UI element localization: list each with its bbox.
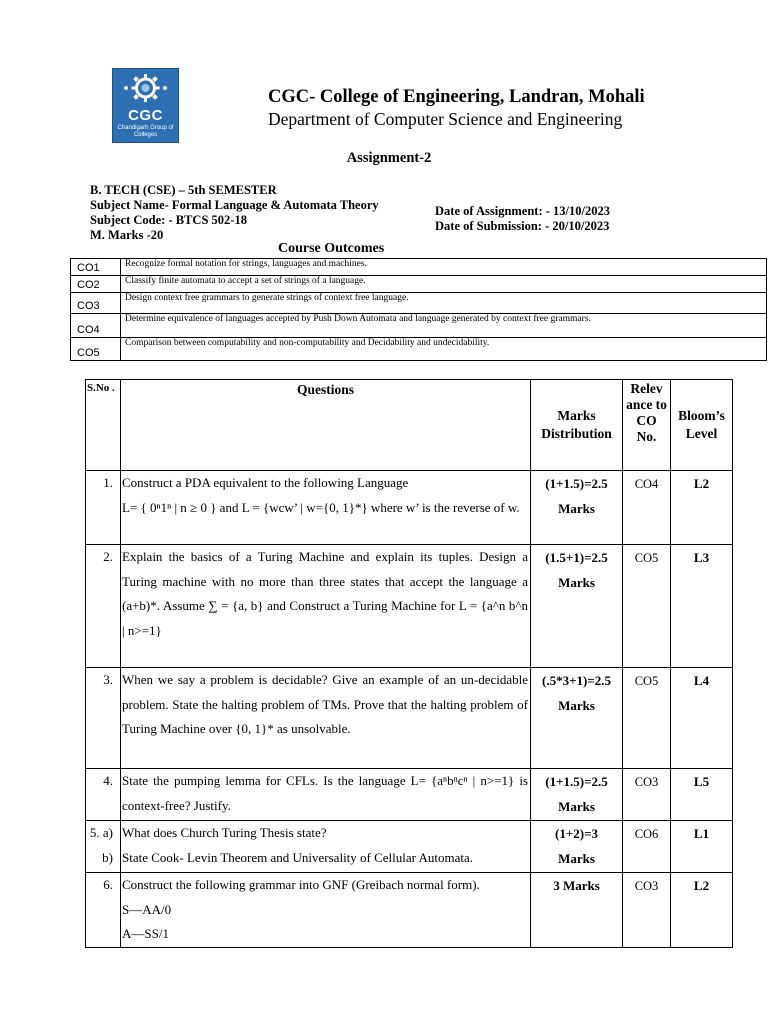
co-code: CO1 [71, 259, 121, 276]
college-logo [112, 68, 179, 143]
table-row [86, 668, 733, 769]
header-bloom: Bloom’s Level [671, 380, 733, 471]
question-text: When we say a problem is decidable? Give an example of an un-decidable problem. State the halting problem of TMs. Prove that the halting problem of Turing Machine over {0, 1}* as unsolvable. [121, 668, 531, 769]
question-text [121, 873, 531, 948]
grammar-rule: S—AA/0 [122, 901, 172, 917]
co-code: CO2 [71, 276, 121, 293]
question-line: State Cook- Levin Theorem and Universality of Cellular Automata. [122, 849, 474, 865]
marks-unit: Marks [558, 850, 595, 866]
question-number: 2. [86, 545, 121, 668]
marks-value: (1+1.5)=2.5 [545, 476, 608, 491]
marks-value: (1+2)=3 [555, 826, 598, 841]
co-row [71, 314, 767, 338]
question-text: Explain the basics of a Turing Machine and explain its tuples. Design a Turing machine with no more than three states that accept the language a (a+b)*. Assume ∑ = {a, b} and Construct a Turing Machine for L = {a^n b^n | n>=1} [121, 545, 531, 668]
question-text: State the pumping lemma for CFLs. Is the language L= {aⁿbⁿcⁿ | n>=1} is context-free? Justify. [121, 769, 531, 821]
marks-value: (1+1.5)=2.5 [545, 774, 608, 789]
co-code: CO3 [71, 293, 121, 314]
department-name: Department of Computer Science and Engineering [268, 109, 623, 129]
program-line: B. TECH (CSE) – 5th SEMESTER [90, 183, 277, 197]
co-row [71, 338, 767, 361]
co-description: Recognize formal notation for strings, languages and machines. [121, 259, 767, 276]
co-relevance: CO5 [623, 668, 671, 769]
question-line: Construct the following grammar into GNF (Greibach normal form). [122, 877, 480, 892]
header-relevance: Relev ance to CO No. [623, 380, 671, 471]
question-line: Construct a PDA equivalent to the following Language [122, 475, 409, 490]
gear-emblem-icon [113, 69, 178, 109]
grammar-rule: A—SS/1 [122, 926, 169, 941]
co-description: Determine equivalence of languages accepted by Push Down Automata and language generated by context free grammars. [121, 314, 767, 338]
table-row [86, 471, 733, 545]
bloom-level: L4 [671, 668, 733, 769]
co-relevance: CO6 [623, 821, 671, 873]
marks-value: (1.5+1)=2.5 [545, 550, 608, 565]
marks-distribution [531, 471, 623, 545]
marks-unit: Marks [558, 574, 595, 590]
question-line: What does Church Turing Thesis state? [122, 825, 327, 840]
table-header-row [86, 380, 733, 471]
subject-name: Subject Name- Formal Language & Automata Theory [90, 198, 379, 212]
marks-value: 3 Marks [553, 878, 600, 893]
co-description: Design context free grammars to generate strings of context free language. [121, 293, 767, 314]
question-number-b: b) [102, 849, 113, 865]
date-of-submission: Date of Submission: - 20/10/2023 [435, 219, 610, 233]
table-row [86, 873, 733, 948]
question-number: 4. [86, 769, 121, 821]
subject-code: Subject Code: - BTCS 502-18 [90, 213, 247, 227]
marks-unit: Marks [558, 500, 595, 516]
question-text [121, 821, 531, 873]
co-description: Classify finite automata to accept a set of strings of a language. [121, 276, 767, 293]
question-text [121, 471, 531, 545]
marks-unit: Marks [558, 798, 595, 814]
co-row [71, 276, 767, 293]
assignment-title: Assignment-2 [346, 150, 432, 166]
bloom-level: L3 [671, 545, 733, 668]
question-number-a: 5. a) [89, 825, 113, 840]
question-number [86, 821, 121, 873]
date-of-assignment: Date of Assignment: - 13/10/2023 [435, 204, 610, 218]
marks-value: (.5*3+1)=2.5 [542, 673, 611, 688]
co-relevance: CO3 [623, 769, 671, 821]
logo-wordmark: CGC [128, 107, 163, 124]
co-code: CO4 [71, 314, 121, 338]
marks-distribution [531, 873, 623, 948]
co-row [71, 259, 767, 276]
header-sno: S.No . [86, 380, 121, 471]
questions-table [85, 379, 733, 948]
co-row [71, 293, 767, 314]
max-marks: M. Marks -20 [90, 228, 164, 242]
co-relevance: CO5 [623, 545, 671, 668]
co-description: Comparison between computability and non-computability and Decidability and undecidability. [121, 338, 767, 361]
bloom-level: L2 [671, 471, 733, 545]
marks-distribution [531, 545, 623, 668]
question-number: 1. [86, 471, 121, 545]
bloom-level: L2 [671, 873, 733, 948]
college-name: CGC- College of Engineering, Landran, Mohali [268, 87, 645, 107]
course-outcomes-table [70, 258, 767, 361]
table-row [86, 545, 733, 668]
question-line: L= { 0ⁿ1ⁿ | n ≥ 0 } and L = {wcw’ | w={0, 1}*} where w’ is the reverse of w. [122, 499, 520, 515]
table-row [86, 821, 733, 873]
marks-unit: Marks [558, 697, 595, 713]
marks-distribution [531, 769, 623, 821]
co-relevance: CO3 [623, 873, 671, 948]
table-row [86, 769, 733, 821]
header-marks: Marks Distribution [531, 380, 623, 471]
marks-distribution [531, 821, 623, 873]
co-relevance: CO4 [623, 471, 671, 545]
marks-distribution [531, 668, 623, 769]
bloom-level: L5 [671, 769, 733, 821]
bloom-level: L1 [671, 821, 733, 873]
question-number: 6. [86, 873, 121, 948]
logo-subtitle: Chandigarh Group of Colleges [117, 125, 174, 138]
course-outcomes-title: Course Outcomes [278, 241, 385, 256]
question-number: 3. [86, 668, 121, 769]
co-code: CO5 [71, 338, 121, 361]
header-questions: Questions [121, 380, 531, 471]
